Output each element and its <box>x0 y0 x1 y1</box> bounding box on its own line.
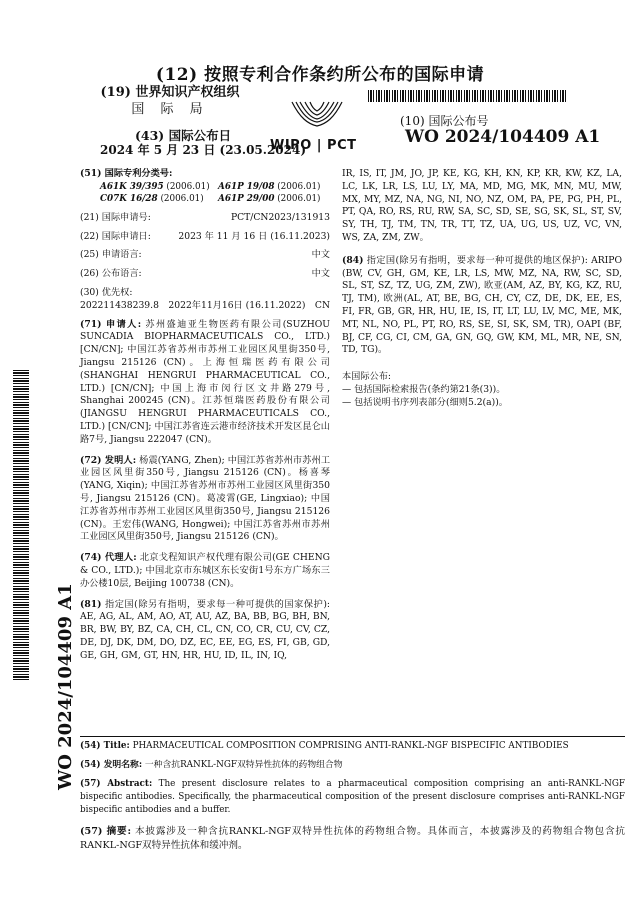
ipc-list <box>100 181 330 205</box>
applicant-text: 苏州盛迪亚生物医药有限公司(SUZHOU SUNCADIA BIOPHARMACEUTICALS CO., LTD.) [CN/CN]; 中国江苏省苏州市苏州工业园区风里街350号, Jiangsu 215126 (CN)。上海恒瑞医药有限公司(SHANGHAI HENGRUI PHARMACEUTICAL CO., LTD.) [CN/CN]; 中国上海市闵行区文井路279号, Shanghai 200245 (CN)。江苏恒瑞医药股份有限公司(JIANGSU HENGRUI PHARMACEUTICALS CO., LTD.) [CN/CN]; 中国江苏省连云港市经济技术开发区昆仑山路7号, Jiangsu 222047 (CN)。 <box>80 318 330 445</box>
priority-row <box>80 300 330 313</box>
inventor-text: 杨震(YANG, Zhen); 中国江苏省苏州市苏州工业园区风里街350号, Jiangsu 215126 (CN)。杨喜琴(YANG, Xiqin); 中国江苏省苏州市苏州工业园区风里街350号, Jiangsu 215126 (CN)。葛凌霄(GE, Lingxiao); 中国江苏省苏州市苏州工业园区风里街350号, Jiangsu 215126 (CN)。王宏伟(WANG, Hongwei); 中国江苏省苏州市苏州工业园区风里街350号, Jiangsu 215126 (CN)。 <box>80 454 331 543</box>
pub-lang-row <box>80 268 330 281</box>
right-column <box>342 168 622 410</box>
document-title: (12) 按照专利合作条约所公布的国际申请 <box>155 65 485 85</box>
agent-section <box>80 552 330 590</box>
ipc-item: A61P 29/00 (2006.01) <box>218 193 321 204</box>
states84-text: 指定国(除另有指明，要求每一种可提供的地区保护): ARIPO (BW, CV, GH, GM, KE, LR, LS, MW, MZ, NA, RW, SC, SD, SL, ST, SZ, TZ, UG, ZM, ZW), 欧亚(AM, AZ, BY, KG, KZ, RU, TJ, TM), 欧洲(AL, AT, BE, BG, CH, CY, CZ, DE, DK, EE, ES, FI, FR, GB, GR, HR, HU, IE, IS, IT, LT, LU, LV, MC, ME, MK, MT, NL, NO, PL, PT, RO, RS, SE, SI, SK, SM, TR), OAPI (BF, BJ, CF, CG, CI, CM, GA, GN, GQ, GW, KM, ML, MR, NE, SN, TD, TG)。 <box>342 254 622 356</box>
app-no-label: (21) 国际申请号: <box>80 211 151 223</box>
inventor-section <box>80 455 330 545</box>
published-item: — 包括国际检索报告(条约第21条(3))。 <box>342 383 506 395</box>
states81-text: 指定国(除另有指明，要求每一种可提供的国家保护): AE, AG, AL, AM, AO, AT, AU, AZ, BA, BB, BG, BH, BN, BR, BW, BY, BZ, CA, CH, CL, CN, CO, CR, CU, CV, CZ, DE, DJ, DK, DM, DO, DZ, EC, EE, EG, ES, FI, GB, GD, GE, GH, GM, GT, HN, HR, HU, ID, IL, IN, IQ, <box>80 598 331 661</box>
lang-value: 中文 <box>311 249 330 261</box>
org-name <box>100 84 240 118</box>
abstract-en: The present disclosure relates to a pharmaceutical composition comprising an anti-RANKL-NGF bispecific antibodies. Specifically, the pharmaceutical composition of the present disclosure comprises anti-RANKL-NGF bispecific antibodies and a buffer. <box>80 779 626 815</box>
priority-no: 202211438239.8 <box>80 299 159 311</box>
filing-label: (22) 国际申请日: <box>80 230 151 242</box>
lang-row <box>80 249 330 262</box>
bottom-section <box>80 740 625 853</box>
side-barcode-icon <box>13 370 29 680</box>
title-en: PHARMACEUTICAL COMPOSITION COMPRISING ANTI-RANKL-NGF BISPECIFIC ANTIBODIES <box>132 741 569 751</box>
pubno-value: WO 2024/104409 A1 <box>405 127 601 147</box>
pub-lang-label: (26) 公布语言: <box>80 268 142 280</box>
abstract-zh: 本披露涉及一种含抗RANKL-NGF双特异性抗体的药物组合物。具体而言，本披露涉及的药物组合物包含抗RANKL-NGF双特异性抗体和缓冲剂。 <box>80 826 626 851</box>
agent-text: 北京戈程知识产权代理有限公司(GE CHENG & CO., LTD.); 中国北京市东城区东长安街1号东方广场东三办公楼10层, Beijing 100738 (CN)。 <box>80 552 331 589</box>
states81-section <box>80 599 330 663</box>
states81-continued: IR, IS, IT, JM, JO, JP, KE, KG, KH, KN, KP, KR, KW, KZ, LA, LC, LK, LR, LS, LU, LY, MA, MD, MG, MK, MN, MU, MW, MX, MY, MZ, NA, NG, NI, NO, NZ, OM, PA, PE, PG, PH, PL, PT, QA, RO, RS, RU, RW, SA, SC, SD, SE, SG, SK, SL, ST, SV, SY, TH, TJ, TM, TN, TR, TT, TZ, UA, UG, US, UZ, VC, VN, WS, ZA, ZM, ZW。 <box>342 168 622 243</box>
agent-label: (74) 代理人: <box>80 552 137 564</box>
priority-label: (30) 优先权: <box>80 286 133 298</box>
ipc-label: (51) 国际专利分类号: <box>80 168 173 179</box>
abstract-zh-row: (57) 摘要: 本披露涉及一种含抗RANKL-NGF双特异性抗体的药物组合物。具体而言，本披露涉及的药物组合物包含抗RANKL-NGF双特异性抗体和缓冲剂。 <box>80 826 626 851</box>
filing-value: 2023 年 11 月 16 日 (16.11.2023) <box>178 230 330 242</box>
org-line1: 世界知识产权组织 <box>135 85 240 100</box>
barcode-icon <box>368 90 568 102</box>
ipc-item: A61P 19/08 (2006.01) <box>218 181 321 192</box>
pub-lang-value: 中文 <box>311 268 330 280</box>
org-line2: 国 际 局 <box>131 102 209 117</box>
priority-cc: CN <box>314 299 330 311</box>
ipc-item: A61K 39/395 (2006.01) <box>100 181 210 192</box>
pubno-label: (10) 国际公布号 <box>400 114 489 128</box>
filing-row <box>80 231 330 244</box>
applicant-section <box>80 319 330 447</box>
side-pubno: WO 2024/104409 A1 <box>55 583 76 790</box>
title-zh: 一种含抗RANKL-NGF双特异性抗体的药物组合物 <box>144 760 343 770</box>
divider <box>80 736 625 737</box>
pubdate-value: 2024 年 5 月 23 日 (23.05.2024) <box>100 143 307 157</box>
app-no-value: PCT/CN2023/131913 <box>230 211 330 223</box>
published-label: 本国际公布: <box>342 371 392 383</box>
org-num: (19) <box>100 85 131 100</box>
published-item: — 包括说明书序列表部分(细则5.2(a))。 <box>342 396 508 408</box>
applicant-label: (71) 申请人: <box>80 318 142 330</box>
abstract-en-row: (57) Abstract: The present disclosure relates to a pharmaceutical composition comprising an anti-RANKL-NGF bispecific antibodies. Specifically, the pharmaceutical composition of the present disclosure comprises anti-RANKL-NGF bispecific antibodies and a buffer. <box>80 779 626 815</box>
title-zh-row: (54) 发明名称: 一种含抗RANKL-NGF双特异性抗体的药物组合物 <box>80 760 343 770</box>
states81-label: (81) <box>80 598 102 610</box>
title-en-row: (54) Title: PHARMACEUTICAL COMPOSITION COMPRISING ANTI-RANKL-NGF BISPECIFIC ANTIBODIES <box>80 741 569 751</box>
ipc-item: C07K 16/28 (2006.01) <box>100 193 204 204</box>
wipo-pct-text: WIPO | PCT <box>270 138 357 153</box>
app-no-row <box>80 212 330 225</box>
states84-label: (84) <box>342 254 364 266</box>
inventor-label: (72) 发明人: <box>80 454 137 466</box>
lang-label: (25) 申请语言: <box>80 249 142 261</box>
left-column <box>80 168 330 663</box>
pubdate-label: (43) 国际公布日 <box>135 128 232 143</box>
priority-date: 2022年11月16日 (16.11.2022) <box>168 299 306 311</box>
states84-section <box>342 255 622 357</box>
